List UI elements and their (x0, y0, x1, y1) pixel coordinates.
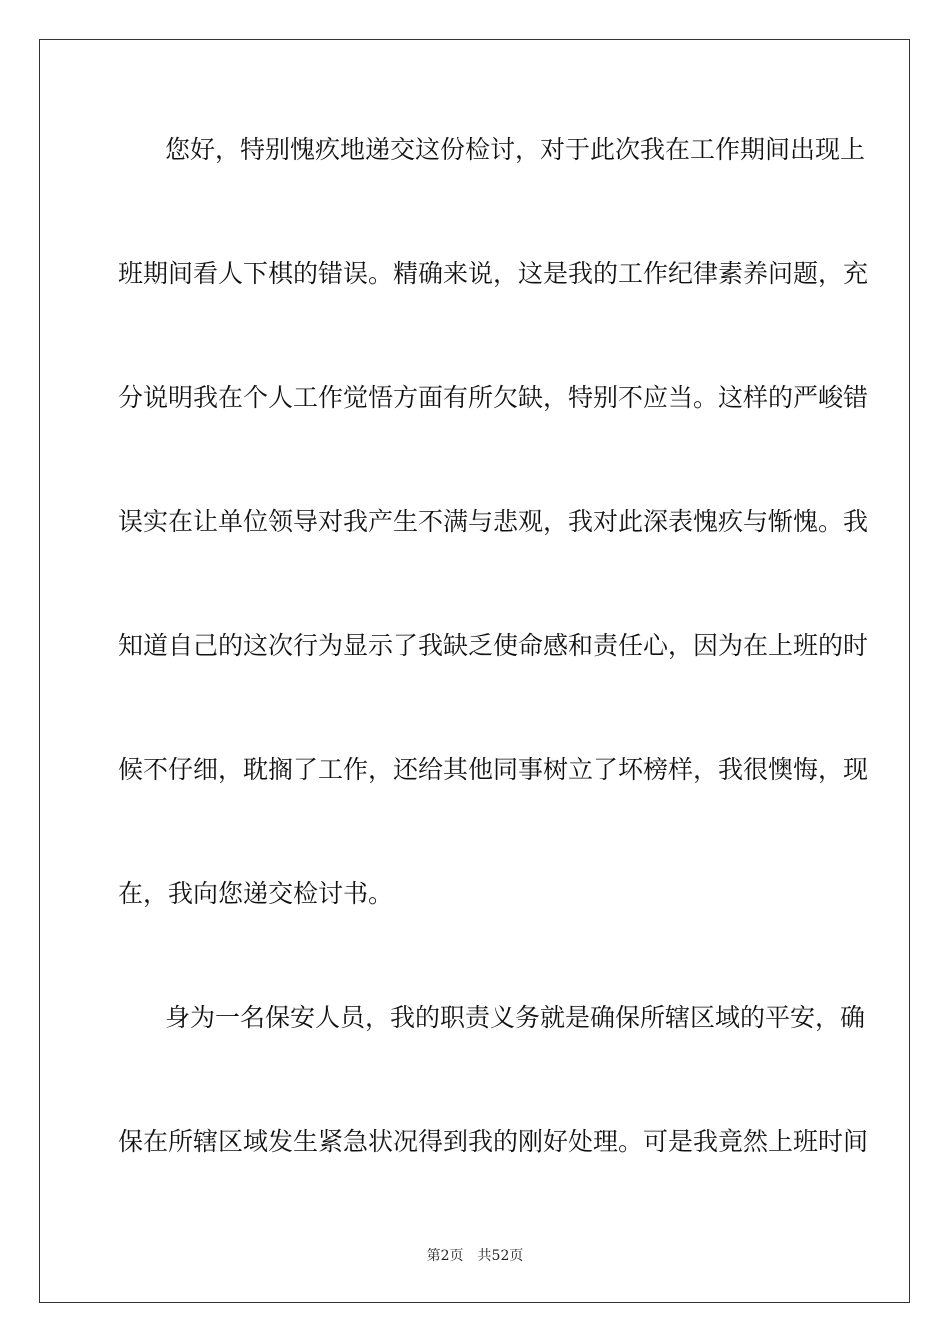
paragraph-2-line-1: 身为一名保安人员，我的职责义务就是确保所辖区域的平安，确 (165, 1003, 866, 1032)
paragraph-1-line-4: 误实在让单位领导对我产生不满与悲观，我对此深表愧疚与惭愧。我 (118, 507, 869, 536)
paragraph-1-line-1: 您好，特别愧疚地递交这份检讨，对于此次我在工作期间出现上 (165, 135, 866, 164)
paragraph-1-line-2: 班期间看人下棋的错误。精确来说，这是我的工作纪律素养问题，充 (118, 259, 869, 288)
paragraph-1-line-5: 知道自己的这次行为显示了我缺乏使命感和责任心，因为在上班的时 (118, 631, 869, 660)
paragraph-1-line-7: 在，我向您递交检讨书。 (118, 879, 394, 908)
page-footer (0, 1246, 950, 1266)
paragraph-2-line-2: 保在所辖区域发生紧急状况得到我的刚好处理。可是我竟然上班时间 (118, 1127, 869, 1156)
page-border (39, 39, 910, 1303)
paragraph-1-line-6: 候不仔细，耽搁了工作，还给其他同事树立了坏榜样，我很懊悔，现 (118, 755, 869, 784)
paragraph-1-line-3: 分说明我在个人工作觉悟方面有所欠缺，特别不应当。这样的严峻错 (118, 383, 869, 412)
page-number: 第2页 (426, 1248, 464, 1264)
total-pages: 共52页 (477, 1248, 524, 1264)
